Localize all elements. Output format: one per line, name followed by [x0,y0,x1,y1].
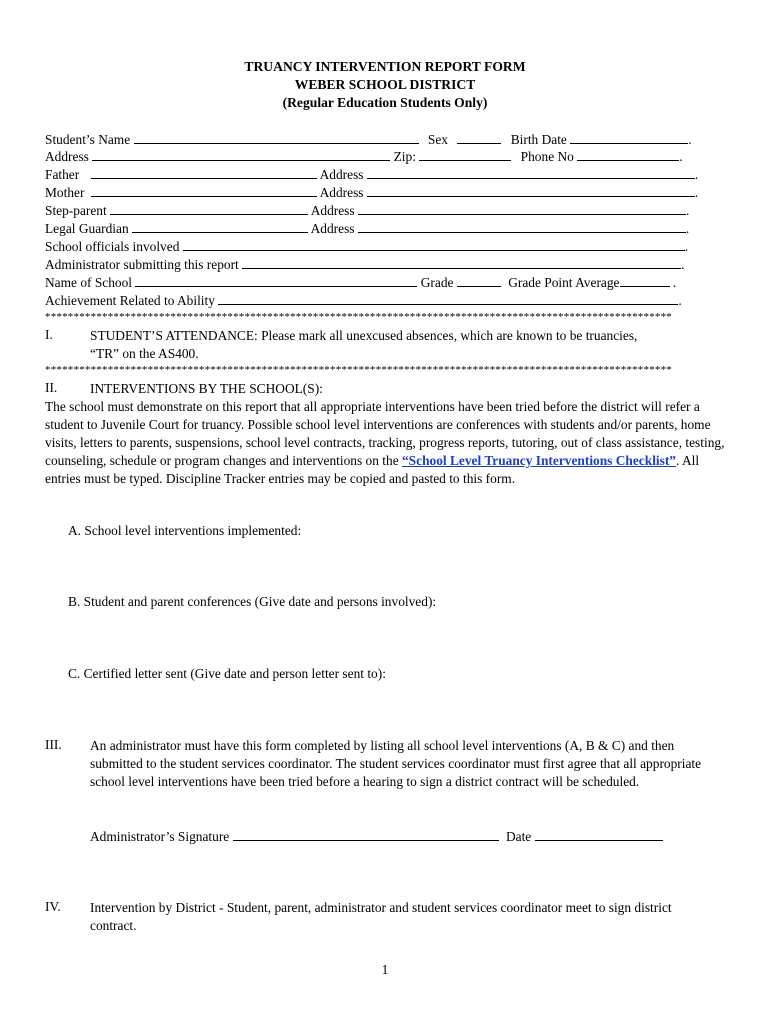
address-field[interactable] [92,148,390,161]
signature-label: Administrator’s Signature [90,829,230,844]
gpa-label: Grade Point Average [508,275,620,290]
section-1-line-1: STUDENT’S ATTENDANCE: Please mark all unexcused absences, which are known to be truancies, [90,328,638,343]
phone-field[interactable] [577,148,679,161]
step-parent-field[interactable] [110,202,308,215]
signature-field[interactable] [233,828,499,841]
form-subtitle: (Regular Education Students Only) [282,95,488,110]
step-parent-address-label: Address [310,203,355,218]
section-3-text: An administrator must have this form completed by listing all school level interventions (A, B & C) and then submitted to the student services coordinator. The student services coordinator must first agree that all appropriate school level interventions have been tried before a hearing to sign a district contract will be scheduled. [90,738,702,789]
sex-label: Sex [427,132,448,147]
administrator-field[interactable] [242,256,681,269]
period: . [685,221,690,236]
student-name-field[interactable] [134,131,419,144]
section-2-number: II. [45,380,58,395]
father-field[interactable] [91,166,317,179]
address-row [45,148,683,165]
mother-address-field[interactable] [367,184,695,197]
father-address-field[interactable] [367,166,695,179]
school-name-label: Name of School [45,275,133,290]
period: . [688,132,692,147]
district-name: WEBER SCHOOL DISTRICT [294,77,476,92]
form-title: TRUANCY INTERVENTION REPORT FORM [244,59,526,74]
period: . [672,275,677,290]
birth-date-label: Birth Date [510,132,567,147]
administrator-row [45,256,685,273]
item-c: C. Certified letter sent (Give date and person letter sent to): [68,666,386,681]
school-officials-label: School officials involved [45,239,180,254]
legal-guardian-field[interactable] [132,220,308,233]
section-4-text: Intervention by District - Student, parent, administrator and student services coordinator meet to sign district contract. [90,900,672,933]
student-name-row [45,131,692,148]
legal-guardian-row [45,220,689,237]
section-2-text-a: The school must demonstrate on this report that all appropriate interventions have been tried before the district will refer a student to Juvenile Court for truancy. Possible school level interventions are conferences with students and/or parents, home visits, letters to parents, suspensions, school level contracts, tracking, progress reports, tutoring, out of class assistance, testing, counseling, schedule or program changes and interventions on the [45,399,725,468]
date-label: Date [505,829,532,844]
administrator-label: Administrator submitting this report [45,257,239,272]
period: . [694,185,699,200]
guardian-address-label: Address [310,221,355,236]
phone-label: Phone No [520,149,574,164]
section-2-text-b: . All entries must be typed. Discipline Tracker entries may be copied and pasted to this form. [45,453,700,486]
mother-row [45,184,698,201]
section-2-heading: INTERVENTIONS BY THE SCHOOL(S): [90,381,323,396]
section-1-number: I. [45,327,53,342]
section-1-line-2: “TR” on the AS400. [90,346,199,361]
section-3-number: III. [45,737,62,752]
zip-field[interactable] [419,148,511,161]
item-b: B. Student and parent conferences (Give date and persons involved): [68,594,437,609]
mother-label: Mother [45,185,85,200]
zip-label: Zip: [393,149,416,164]
mother-address-label: Address [319,185,364,200]
section-4-number: IV. [45,899,61,914]
achievement-label: Achievement Related to Ability [45,293,215,308]
address-label: Address [45,149,89,164]
guardian-address-field[interactable] [358,220,686,233]
father-row [45,166,698,183]
checklist-link[interactable]: “School Level Truancy Interventions Checklist” [401,453,677,468]
school-officials-field[interactable] [183,238,685,251]
section-1-text [90,327,720,363]
school-name-field[interactable] [135,274,417,287]
period: . [685,203,690,218]
period: . [679,149,683,164]
period: . [678,293,682,308]
divider-stars: ************************************************************************************************************** [45,364,672,376]
section-2-paragraph [45,398,725,488]
father-label: Father [45,167,80,182]
period: . [694,167,699,182]
date-field[interactable] [535,828,663,841]
legal-guardian-label: Legal Guardian [45,221,129,236]
student-name-label: Student’s Name [45,132,131,147]
period: . [684,239,689,254]
step-parent-row [45,202,689,219]
divider-stars: ************************************************************************************************************** [45,311,672,323]
mother-field[interactable] [91,184,317,197]
period: . [681,257,685,272]
achievement-row [45,292,682,309]
gpa-field[interactable] [620,274,670,287]
grade-field[interactable] [457,274,501,287]
father-address-label: Address [319,167,364,182]
birth-date-field[interactable] [570,131,688,144]
school-officials-row [45,238,688,255]
step-parent-address-field[interactable] [358,202,686,215]
item-a: A. School level interventions implemented: [68,523,302,538]
grade-label: Grade [420,275,454,290]
signature-row [90,828,663,845]
sex-field[interactable] [457,131,501,144]
school-name-row [45,274,676,291]
step-parent-label: Step-parent [45,203,107,218]
page-number: 1 [381,962,389,977]
achievement-field[interactable] [218,292,678,305]
